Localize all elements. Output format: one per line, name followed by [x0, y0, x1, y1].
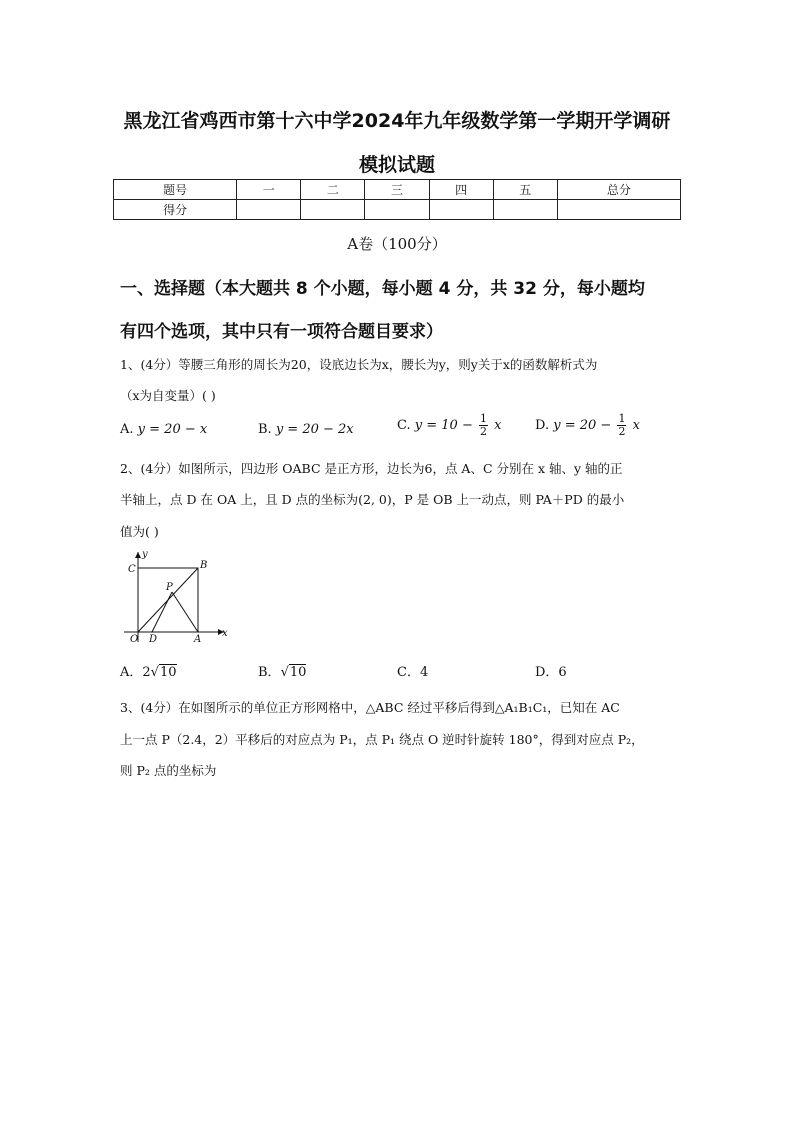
score-cell: 总分 — [557, 180, 680, 200]
score-input-cell[interactable] — [493, 200, 557, 220]
q2-option-b-text: B． — [258, 665, 281, 680]
q1-option-d-letter: D. — [535, 418, 550, 433]
score-cell: 一 — [237, 180, 301, 200]
q1-option-d-post: x — [632, 418, 640, 433]
q2-line-1: 2、(4分）如图所示，四边形 OABC 是正方形，边长为6，点 A、C 分别在 x 轴、y 轴的正 — [120, 461, 623, 476]
q1-option-a-expr: y = 20 − x — [137, 422, 208, 437]
segment-pd — [152, 592, 172, 632]
score-cell: 四 — [429, 180, 493, 200]
q1-option-a-letter: A. — [120, 422, 134, 437]
label-d: D — [149, 634, 158, 644]
q1-option-c[interactable] — [397, 413, 501, 438]
label-c: C — [128, 564, 136, 575]
q2-line-3: 值为( ) — [120, 524, 159, 539]
title-line-2: 模拟试题 — [358, 154, 435, 176]
segment-pa — [172, 592, 198, 632]
q1-option-d[interactable] — [535, 413, 640, 438]
q1-option-d-pre: y = 20 − — [553, 418, 612, 433]
q1-option-d-denominator: 2 — [618, 425, 626, 438]
q3-line-2: 上一点 P（2.4，2）平移后的对应点为 P₁，点 P₁ 绕点 O 逆时针旋转 180°，得到对应点 P₂， — [120, 732, 644, 747]
score-input-cell[interactable] — [301, 200, 365, 220]
q2-option-a-text: A．2 — [120, 665, 151, 680]
q1-option-c-letter: C. — [397, 418, 411, 433]
q1-line-1: 1、(4分）等腰三角形的周长为20，设底边长为x，腰长为y，则y关于x的函数解析式为 — [120, 357, 598, 372]
q1-option-b-letter: B. — [258, 422, 272, 437]
score-cell: 二 — [301, 180, 365, 200]
score-cell: 五 — [493, 180, 557, 200]
label-x: x — [222, 628, 228, 639]
score-cell: 三 — [365, 180, 429, 200]
q1-line-2: （x为自变量）( ) — [120, 388, 216, 403]
q1-option-c-fraction — [479, 413, 488, 438]
q1-option-a[interactable] — [120, 422, 207, 437]
q2-option-b-radicand: 10 — [289, 665, 307, 680]
q1-option-b[interactable] — [258, 422, 354, 437]
q2-option-a[interactable] — [120, 661, 177, 680]
y-arrow — [135, 552, 141, 558]
volume-label: A卷（100分） — [347, 235, 447, 253]
q2-option-c[interactable]: C．4 — [397, 665, 429, 680]
label-p: P — [166, 582, 173, 593]
q3-line-1: 3、(4分）在如图所示的单位正方形网格中，△ABC 经过平移后得到△A₁B₁C₁，已知在 AC — [120, 700, 620, 715]
title-line-1: 黑龙江省鸡西市第十六中学2024年九年级数学第一学期开学调研 — [123, 110, 671, 132]
q3-line-3: 则 P₂ 点的坐标为 — [120, 763, 217, 778]
sqrt-icon: √ — [280, 665, 289, 680]
score-table-row-2 — [114, 200, 681, 220]
q1-option-c-post: x — [494, 418, 502, 433]
q1-option-c-pre: y = 10 − — [414, 418, 473, 433]
q2-figure — [116, 546, 236, 644]
q2-option-b[interactable] — [258, 661, 306, 680]
q1-option-c-denominator: 2 — [479, 425, 487, 438]
q2-line-2: 半轴上，点 D 在 OA 上，且 D 点的坐标为(2, 0)，P 是 OB 上一动点，则 PA＋PD 的最小 — [120, 492, 625, 507]
sqrt-icon: √ — [150, 665, 159, 680]
q1-option-c-numerator: 1 — [479, 412, 487, 425]
label-o: O — [130, 634, 139, 644]
score-table — [113, 179, 681, 220]
q1-option-d-numerator: 1 — [618, 412, 626, 425]
score-input-cell[interactable] — [557, 200, 680, 220]
q2-option-d[interactable]: D．6 — [535, 665, 567, 680]
label-b: B — [200, 560, 208, 571]
score-cell: 题号 — [114, 180, 237, 200]
score-cell: 得分 — [114, 200, 237, 220]
q1-option-d-fraction — [617, 413, 626, 438]
q2-option-a-radicand: 10 — [159, 665, 177, 680]
section-heading-line-2: 有四个选项，其中只有一项符合题目要求） — [120, 322, 443, 342]
q1-option-b-expr: y = 20 − 2x — [275, 422, 354, 437]
score-input-cell[interactable] — [237, 200, 301, 220]
score-table-row-1 — [114, 180, 681, 200]
label-a: A — [194, 634, 202, 644]
score-input-cell[interactable] — [365, 200, 429, 220]
section-heading-line-1: 一、选择题（本大题共 8 个小题，每小题 4 分，共 32 分，每小题均 — [120, 279, 645, 299]
score-input-cell[interactable] — [429, 200, 493, 220]
label-y: y — [142, 549, 148, 560]
